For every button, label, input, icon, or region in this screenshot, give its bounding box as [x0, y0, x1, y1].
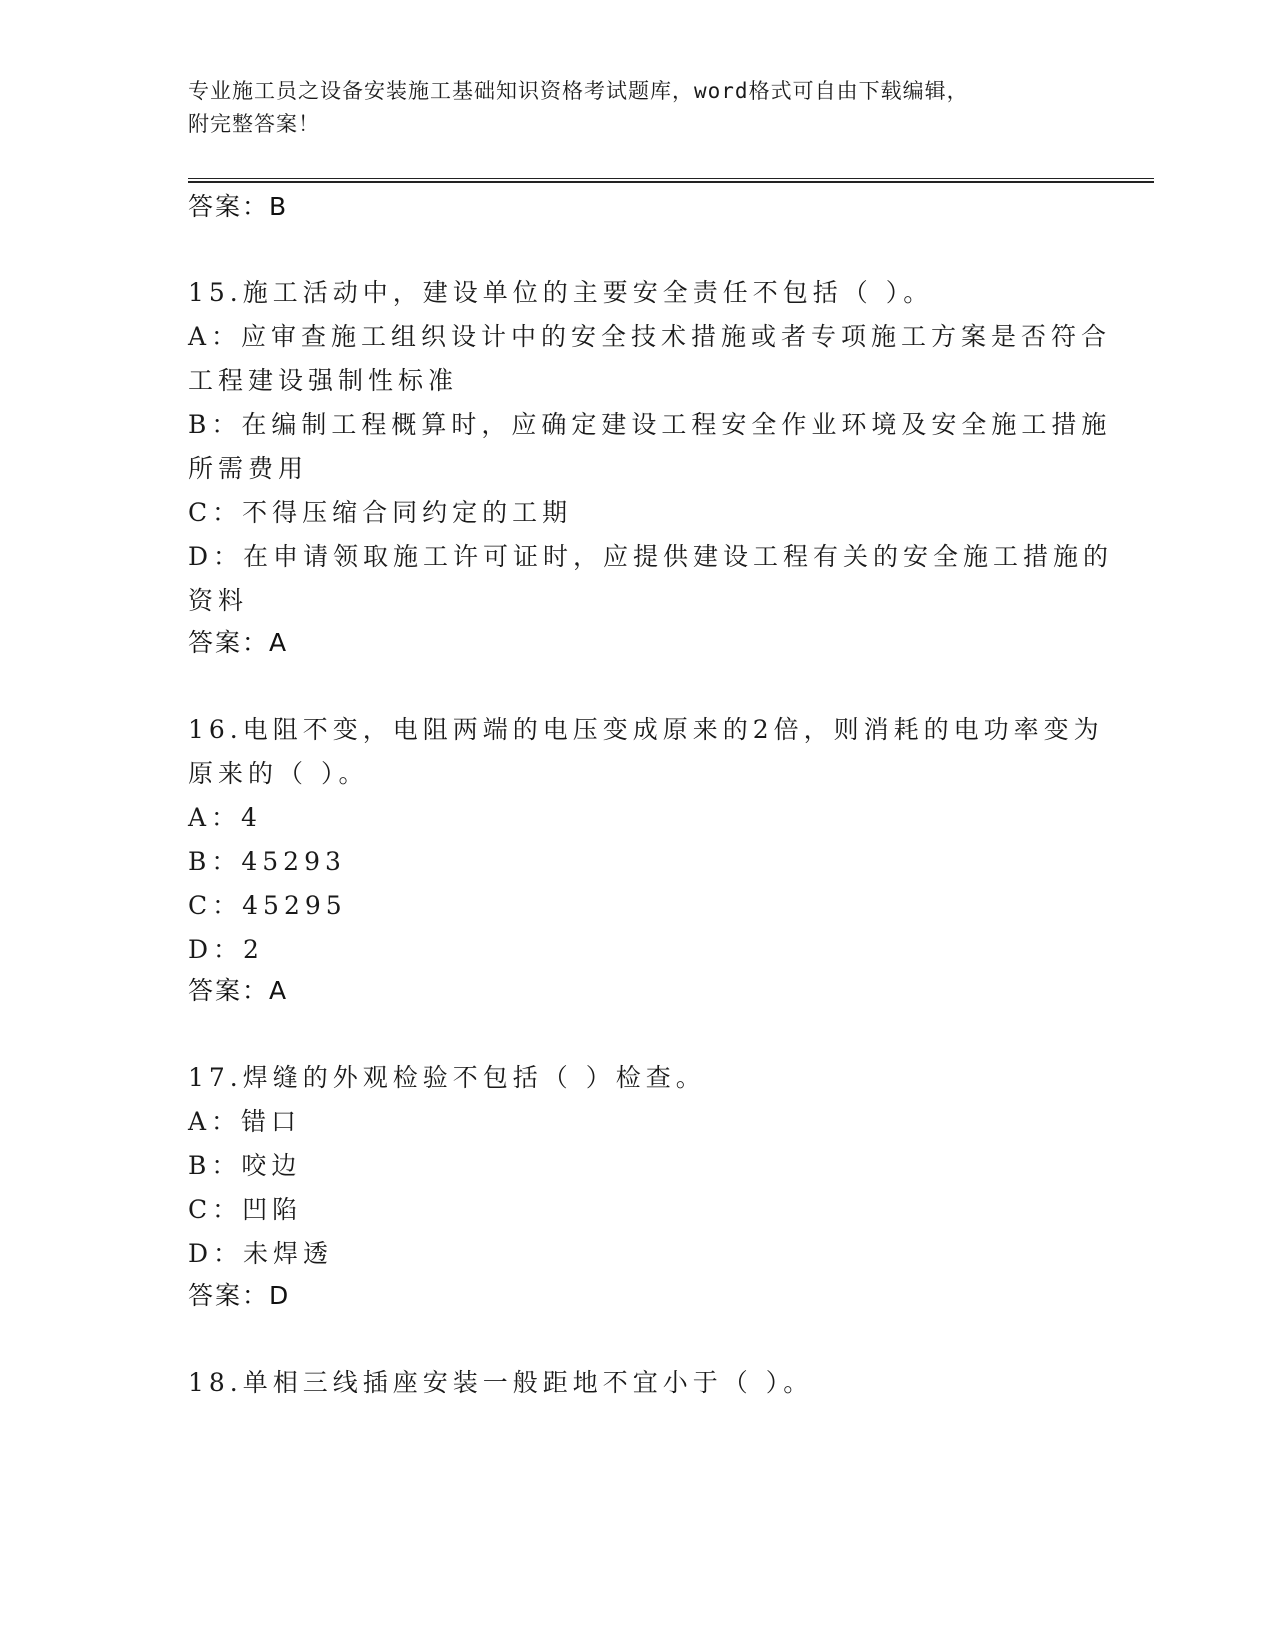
question-17-option-d: D：未焊透	[188, 1239, 334, 1268]
header-divider	[188, 178, 1154, 183]
answer-q17: 答案：D	[188, 1281, 291, 1310]
question-15-option-d-line-1: D：在申请领取施工许可证时，应提供建设工程有关的安全施工措施的	[188, 542, 1114, 571]
answer-q14: 答案：B	[188, 192, 289, 221]
question-17-stem: 17.焊缝的外观检验不包括（ ）检查。	[188, 1063, 706, 1092]
question-15-option-a-line-2: 工程建设强制性标准	[188, 366, 459, 395]
question-15-option-b-line-2: 所需费用	[188, 454, 309, 483]
page-header	[188, 75, 1068, 141]
header-line-2: 附完整答案！	[188, 112, 320, 136]
question-16-option-c: C：45295	[188, 891, 347, 920]
question-16-option-a: A：4	[188, 803, 262, 832]
question-15-option-a-line-1: A：应审查施工组织设计中的安全技术措施或者专项施工方案是否符合	[188, 322, 1112, 351]
question-17-option-a: A：错口	[188, 1107, 302, 1136]
question-16-stem-line-1: 16.电阻不变，电阻两端的电压变成原来的2倍，则消耗的电功率变为	[188, 715, 1104, 744]
question-17-option-b: B：咬边	[188, 1151, 302, 1180]
question-15-stem: 15.施工活动中，建设单位的主要安全责任不包括（ ）。	[188, 278, 934, 307]
answer-q16: 答案：A	[188, 976, 289, 1005]
question-15-option-c: C：不得压缩合同约定的工期	[188, 498, 573, 527]
question-16-option-d: D：2	[188, 935, 264, 964]
question-17-option-c: C：凹陷	[188, 1195, 303, 1224]
question-16-option-b: B：45293	[188, 847, 346, 876]
question-16-stem-line-2: 原来的（ ）。	[188, 759, 369, 788]
question-15-option-d-line-2: 资料	[188, 586, 249, 615]
answer-q15: 答案：A	[188, 628, 289, 657]
question-15-option-b-line-1: B：在编制工程概算时，应确定建设工程安全作业环境及安全施工措施	[188, 410, 1112, 439]
header-line-1: 专业施工员之设备安装施工基础知识资格考试题库，word格式可自由下载编辑，	[188, 79, 969, 103]
question-18-stem: 18.单相三线插座安装一般距地不宜小于（ ）。	[188, 1368, 814, 1397]
